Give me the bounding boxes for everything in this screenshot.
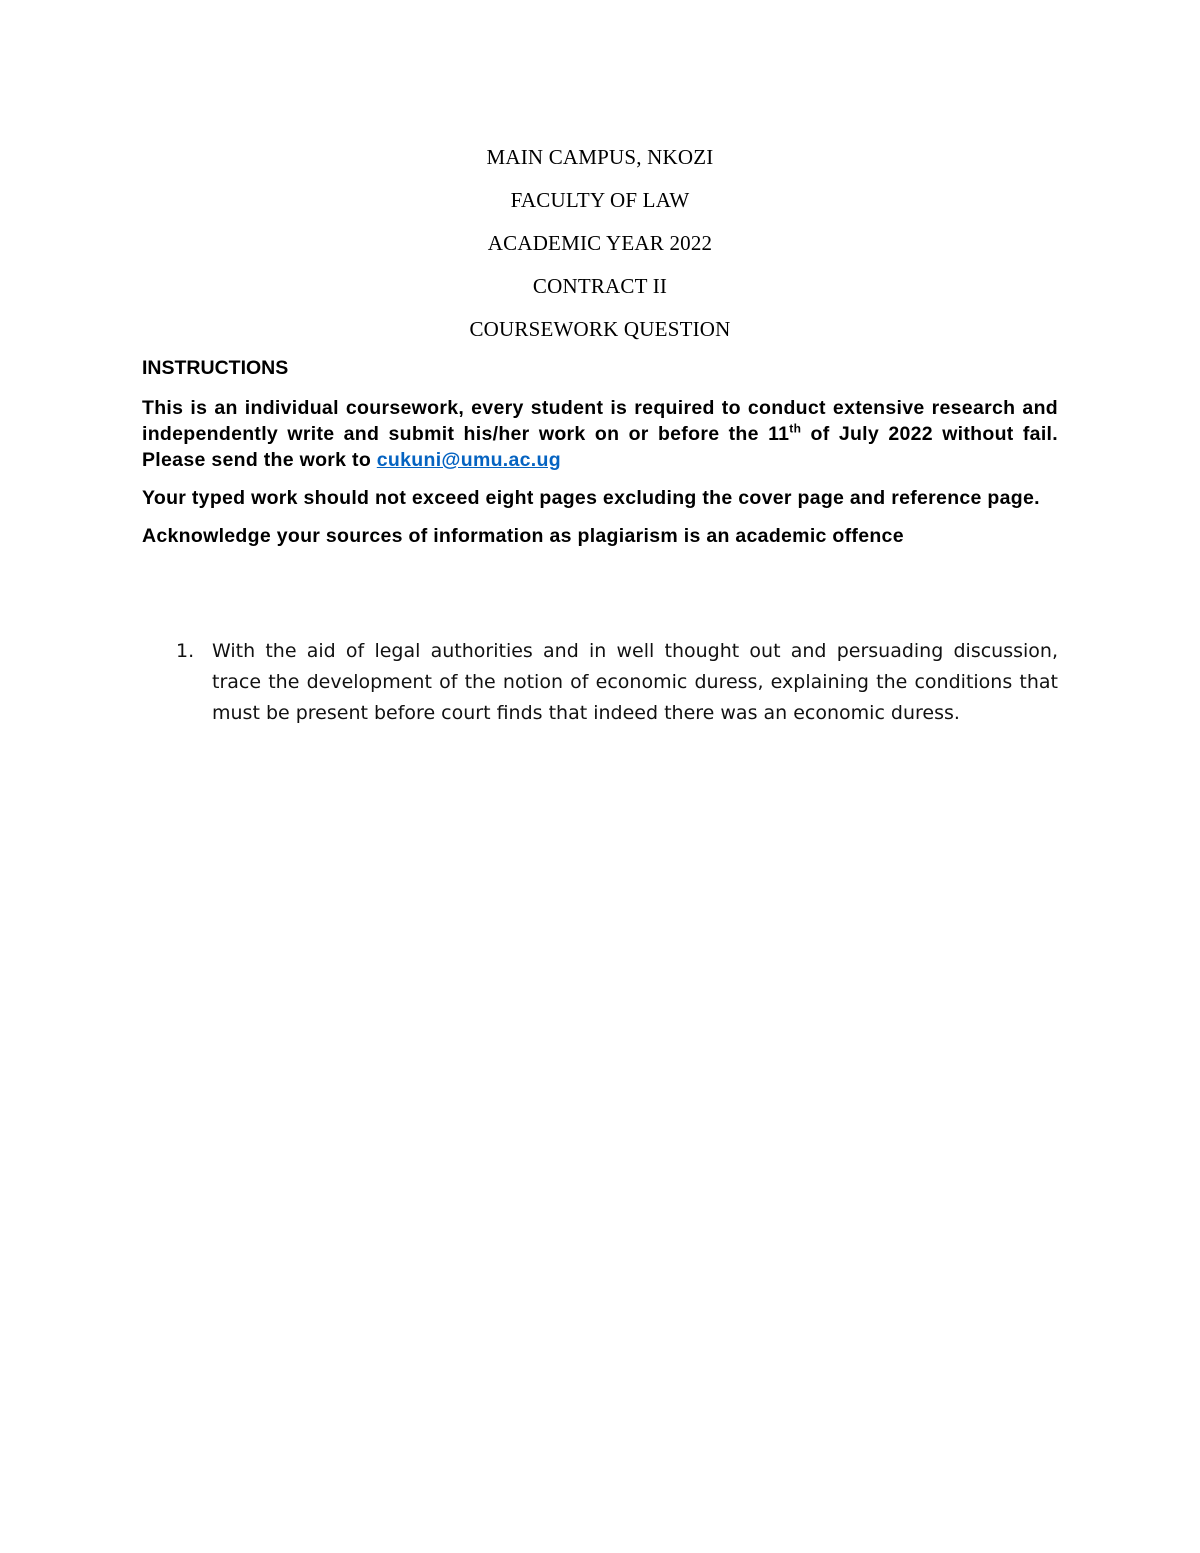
submission-text-part1: This is an individual coursework, every student is required to conduct extensive research and independently write and submit his/her work on or before the 11 xyxy=(142,397,1058,445)
course-line: CONTRACT II xyxy=(532,274,668,298)
campus-line: MAIN CAMPUS, NKOZI xyxy=(486,145,714,169)
instructions-paragraph-submission xyxy=(142,395,1058,473)
document-header xyxy=(0,140,1200,355)
instructions-section xyxy=(142,354,1058,561)
question-number: 1. xyxy=(176,640,195,662)
list-item xyxy=(176,636,1058,729)
ordinal-suffix: th xyxy=(789,421,802,436)
academic-year-line: ACADEMIC YEAR 2022 xyxy=(487,231,713,255)
question-list xyxy=(176,636,1058,729)
instructions-paragraph-length: Your typed work should not exceed eight pages excluding the cover page and reference page. xyxy=(142,487,1040,509)
coursework-title-line: COURSEWORK QUESTION xyxy=(469,317,731,341)
submission-text-part2: of July 2022 without fail. Please send the work to xyxy=(142,423,1058,471)
email-link[interactable]: cukuni@umu.ac.ug xyxy=(376,449,561,471)
instructions-heading: INSTRUCTIONS xyxy=(142,357,289,379)
faculty-line: FACULTY OF LAW xyxy=(510,188,690,212)
question-text: With the aid of legal authorities and in well thought out and persuading discussion, trace the development of the notion of economic duress, explaining the conditions that must be present before court finds that indeed there was an economic duress. xyxy=(212,640,1058,724)
instructions-paragraph-plagiarism: Acknowledge your sources of information as plagiarism is an academic offence xyxy=(142,525,904,547)
